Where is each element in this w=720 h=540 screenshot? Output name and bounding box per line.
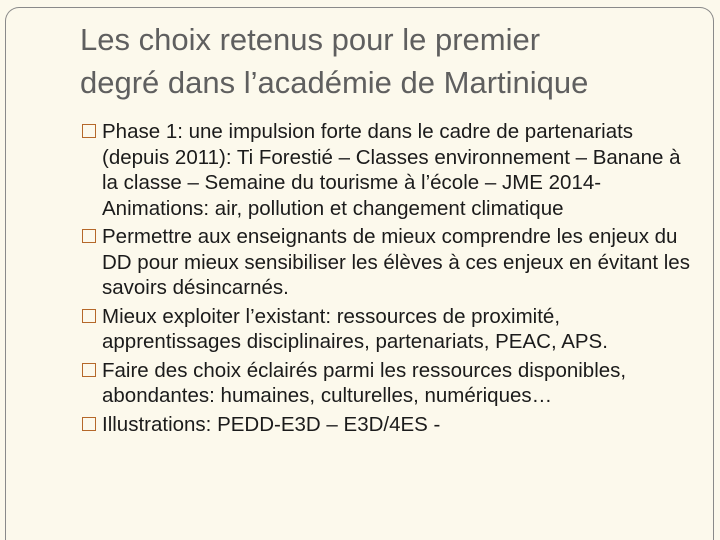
bullet-list xyxy=(82,119,692,440)
bullet-text: Phase 1: une impulsion forte dans le cadre de partenariats (depuis 2011): Ti Forestié – Classes environnement – Banane à la classe – Semaine du tourisme à l’école – JME 2014- Animations: air, pollution et changement climatique xyxy=(102,120,681,220)
bullet-text: Faire des choix éclairés parmi les ressources disponibles, abondantes: humaines, culturelles, numériques… xyxy=(102,358,627,407)
bullet-text: Permettre aux enseignants de mieux comprendre les enjeux du DD pour mieux sensibiliser les élèves à ces enjeux en évitant les savoirs désincarnés. xyxy=(102,225,690,299)
bullet-text: Mieux exploiter l’existant: ressources de proximité, apprentissages disciplinaires, partenariats, PEAC, APS. xyxy=(102,304,608,353)
square-bullet-icon xyxy=(82,417,96,431)
square-bullet-icon xyxy=(82,309,96,323)
slide-title-line-2: degré dans l’académie de Martinique xyxy=(80,65,589,100)
bullet-item xyxy=(82,358,692,409)
bullet-item xyxy=(82,412,692,438)
slide-title xyxy=(80,18,700,104)
square-bullet-icon xyxy=(82,363,96,377)
square-bullet-icon xyxy=(82,124,96,138)
square-bullet-icon xyxy=(82,229,96,243)
bullet-item xyxy=(82,119,692,221)
bullet-item xyxy=(82,304,692,355)
slide-title-line-1: Les choix retenus pour le premier xyxy=(80,22,541,57)
bullet-item xyxy=(82,224,692,301)
bullet-text: Illustrations: PEDD-E3D – E3D/4ES - xyxy=(102,412,441,436)
